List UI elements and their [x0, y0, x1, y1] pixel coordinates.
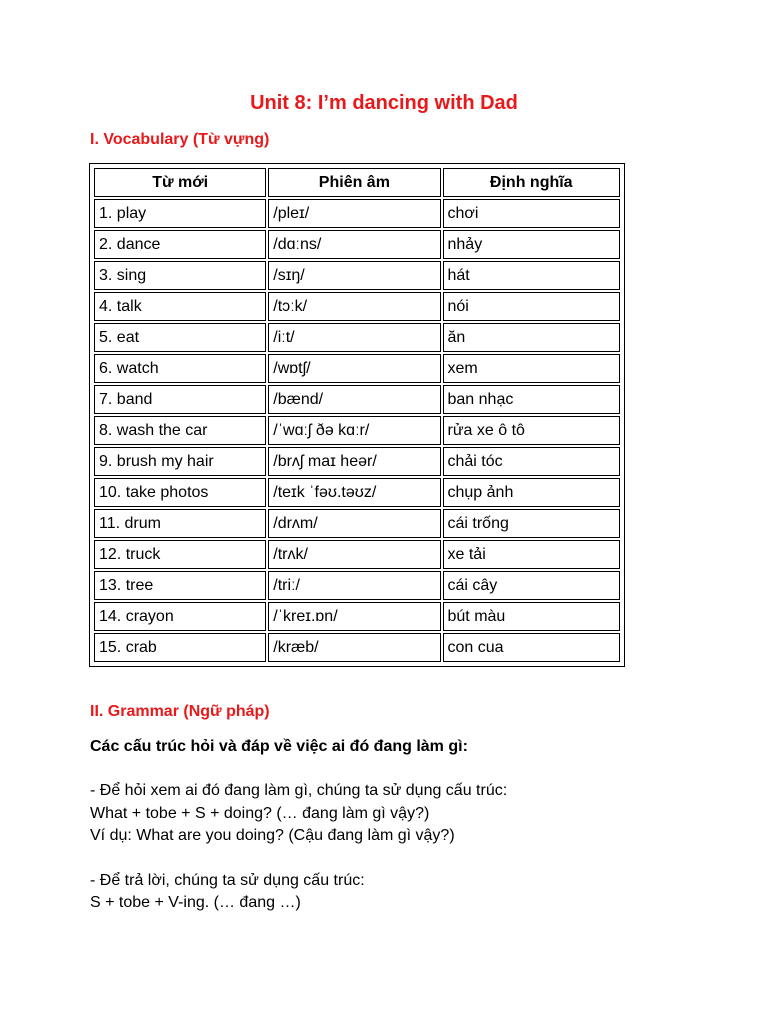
cell-pronunciation: /brʌʃ maɪ heər/: [268, 447, 440, 476]
table-row: [94, 540, 620, 569]
paragraph-gap: [90, 848, 730, 870]
answer-formula-line: S + tobe + V-ing. (… đang …): [90, 894, 301, 911]
cell-pronunciation: /dɑːns/: [268, 230, 440, 259]
answer-structure-line: - Để trả lời, chúng ta sử dụng cấu trúc:: [90, 871, 365, 889]
table-row: [94, 447, 620, 476]
cell-pronunciation: /trʌk/: [268, 540, 440, 569]
cell-new-word: 9. brush my hair: [94, 447, 266, 476]
cell-pronunciation: /drʌm/: [268, 509, 440, 538]
ask-example-line: Ví dụ: What are you doing? (Cậu đang làm gì vậy?): [90, 827, 455, 844]
ask-formula-line: What + tobe + S + doing? (… đang làm gì vậy?): [90, 804, 430, 822]
cell-pronunciation: /sɪŋ/: [268, 261, 440, 290]
header-definition: Định nghĩa: [443, 168, 621, 197]
vocabulary-table: [89, 163, 625, 667]
cell-pronunciation: /teɪk ˈfəʊ.təʊz/: [268, 478, 440, 507]
cell-new-word: 12. truck: [94, 540, 266, 569]
cell-new-word: 11. drum: [94, 509, 266, 538]
cell-new-word: 1. play: [94, 199, 266, 228]
cell-definition: ăn: [443, 323, 621, 352]
header-new-word: Từ mới: [94, 168, 266, 197]
cell-definition: xe tải: [443, 540, 621, 569]
cell-pronunciation: /ˈwɑːʃ ðə kɑːr/: [268, 416, 440, 445]
cell-definition: ban nhạc: [443, 385, 621, 414]
table-row: [94, 416, 620, 445]
cell-pronunciation: /wɒtʃ/: [268, 354, 440, 383]
table-row: [94, 571, 620, 600]
ask-structure-line: - Để hỏi xem ai đó đang làm gì, chúng ta sử dụng cấu trúc:: [90, 782, 508, 799]
cell-definition: cái trống: [443, 509, 621, 538]
table-row: [94, 478, 620, 507]
cell-new-word: 2. dance: [94, 230, 266, 259]
cell-definition: bút màu: [443, 602, 621, 631]
cell-pronunciation: /triː/: [268, 571, 440, 600]
cell-new-word: 13. tree: [94, 571, 266, 600]
table-row: [94, 633, 620, 662]
table-row: [94, 261, 620, 290]
table-row: [94, 385, 620, 414]
table-row: [94, 602, 620, 631]
cell-pronunciation: /pleɪ/: [268, 199, 440, 228]
cell-new-word: 4. talk: [94, 292, 266, 321]
grammar-intro: Các cấu trúc hỏi và đáp về việc ai đó đang làm gì:: [90, 738, 468, 755]
cell-definition: con cua: [443, 633, 621, 662]
page-title: Unit 8: I’m dancing with Dad: [250, 92, 518, 114]
header-pronunciation: Phiên âm: [268, 168, 440, 197]
cell-definition: hát: [443, 261, 621, 290]
cell-definition: rửa xe ô tô: [443, 416, 621, 445]
cell-definition: chụp ảnh: [443, 478, 621, 507]
cell-new-word: 5. eat: [94, 323, 266, 352]
table-row: [94, 199, 620, 228]
table-row: [94, 292, 620, 321]
cell-pronunciation: /iːt/: [268, 323, 440, 352]
table-header-row: [94, 168, 620, 197]
cell-definition: nói: [443, 292, 621, 321]
cell-new-word: 14. crayon: [94, 602, 266, 631]
cell-definition: xem: [443, 354, 621, 383]
cell-definition: chơi: [443, 199, 621, 228]
vocabulary-heading: I. Vocabulary (Từ vựng): [90, 131, 270, 148]
cell-new-word: 3. sing: [94, 261, 266, 290]
cell-definition: cái cây: [443, 571, 621, 600]
cell-new-word: 6. watch: [94, 354, 266, 383]
cell-pronunciation: /tɔːk/: [268, 292, 440, 321]
table-row: [94, 323, 620, 352]
cell-new-word: 7. band: [94, 385, 266, 414]
cell-pronunciation: /ˈkreɪ.ɒn/: [268, 602, 440, 631]
cell-pronunciation: /bænd/: [268, 385, 440, 414]
cell-definition: nhảy: [443, 230, 621, 259]
cell-new-word: 15. crab: [94, 633, 266, 662]
cell-definition: chải tóc: [443, 447, 621, 476]
cell-new-word: 8. wash the car: [94, 416, 266, 445]
table-row: [94, 230, 620, 259]
grammar-body: [90, 780, 730, 915]
table-row: [94, 509, 620, 538]
grammar-heading: II. Grammar (Ngữ pháp): [90, 703, 270, 720]
cell-pronunciation: /kræb/: [268, 633, 440, 662]
table-row: [94, 354, 620, 383]
cell-new-word: 10. take photos: [94, 478, 266, 507]
